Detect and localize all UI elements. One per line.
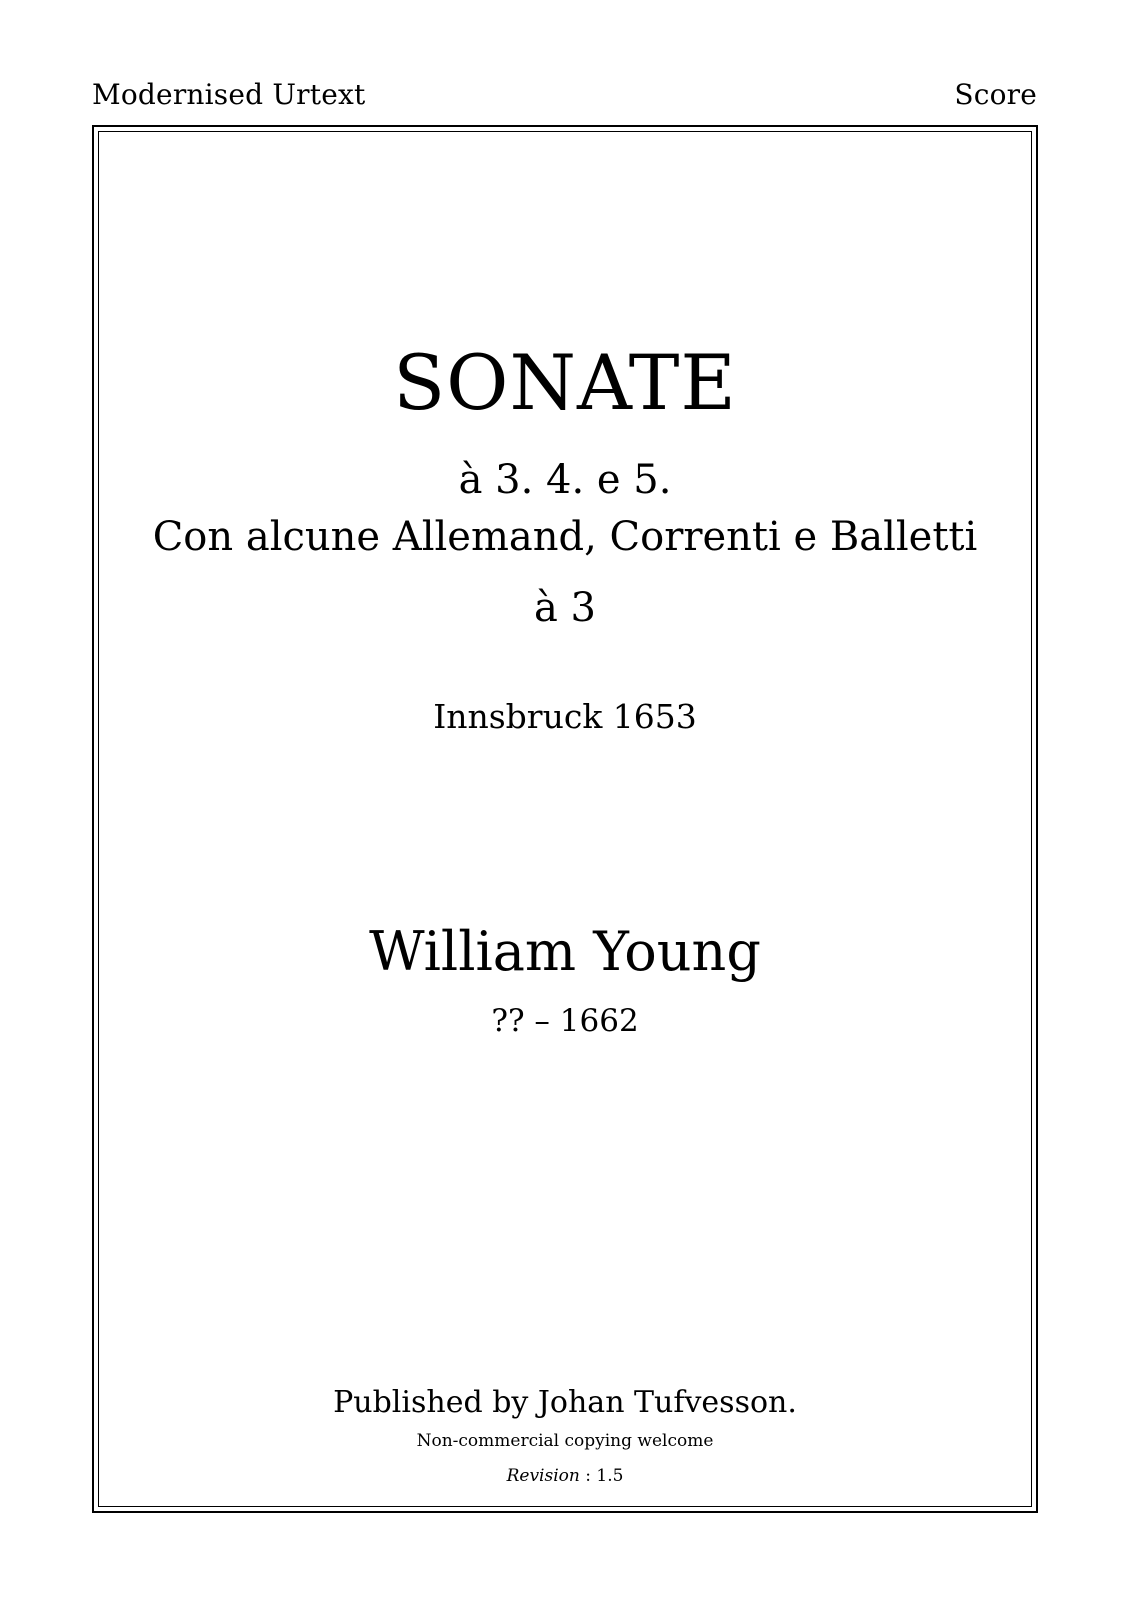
composer-name: William Young [369,920,761,983]
revision-label: Revision [506,1466,580,1486]
composer-dates: ?? – 1662 [491,1003,639,1039]
header-right-text: Score [954,78,1037,111]
page-title: SONATE [393,338,737,427]
place-year: Innsbruck 1653 [433,697,697,736]
copying-notice: Non-commercial copying welcome [416,1431,714,1451]
subtitle-line-2: Con alcune Allemand, Correnti e Balletti [152,514,978,560]
subtitle-line-1: à 3. 4. e 5. [458,457,672,503]
revision-line [92,1465,1038,1487]
revision-value: 1.5 [596,1466,624,1486]
subtitle-line-3: à 3 [533,585,596,631]
header-left-text: Modernised Urtext [92,78,366,111]
publisher-line: Published by Johan Tufvesson. [333,1385,797,1420]
revision-separator: : [579,1466,597,1486]
